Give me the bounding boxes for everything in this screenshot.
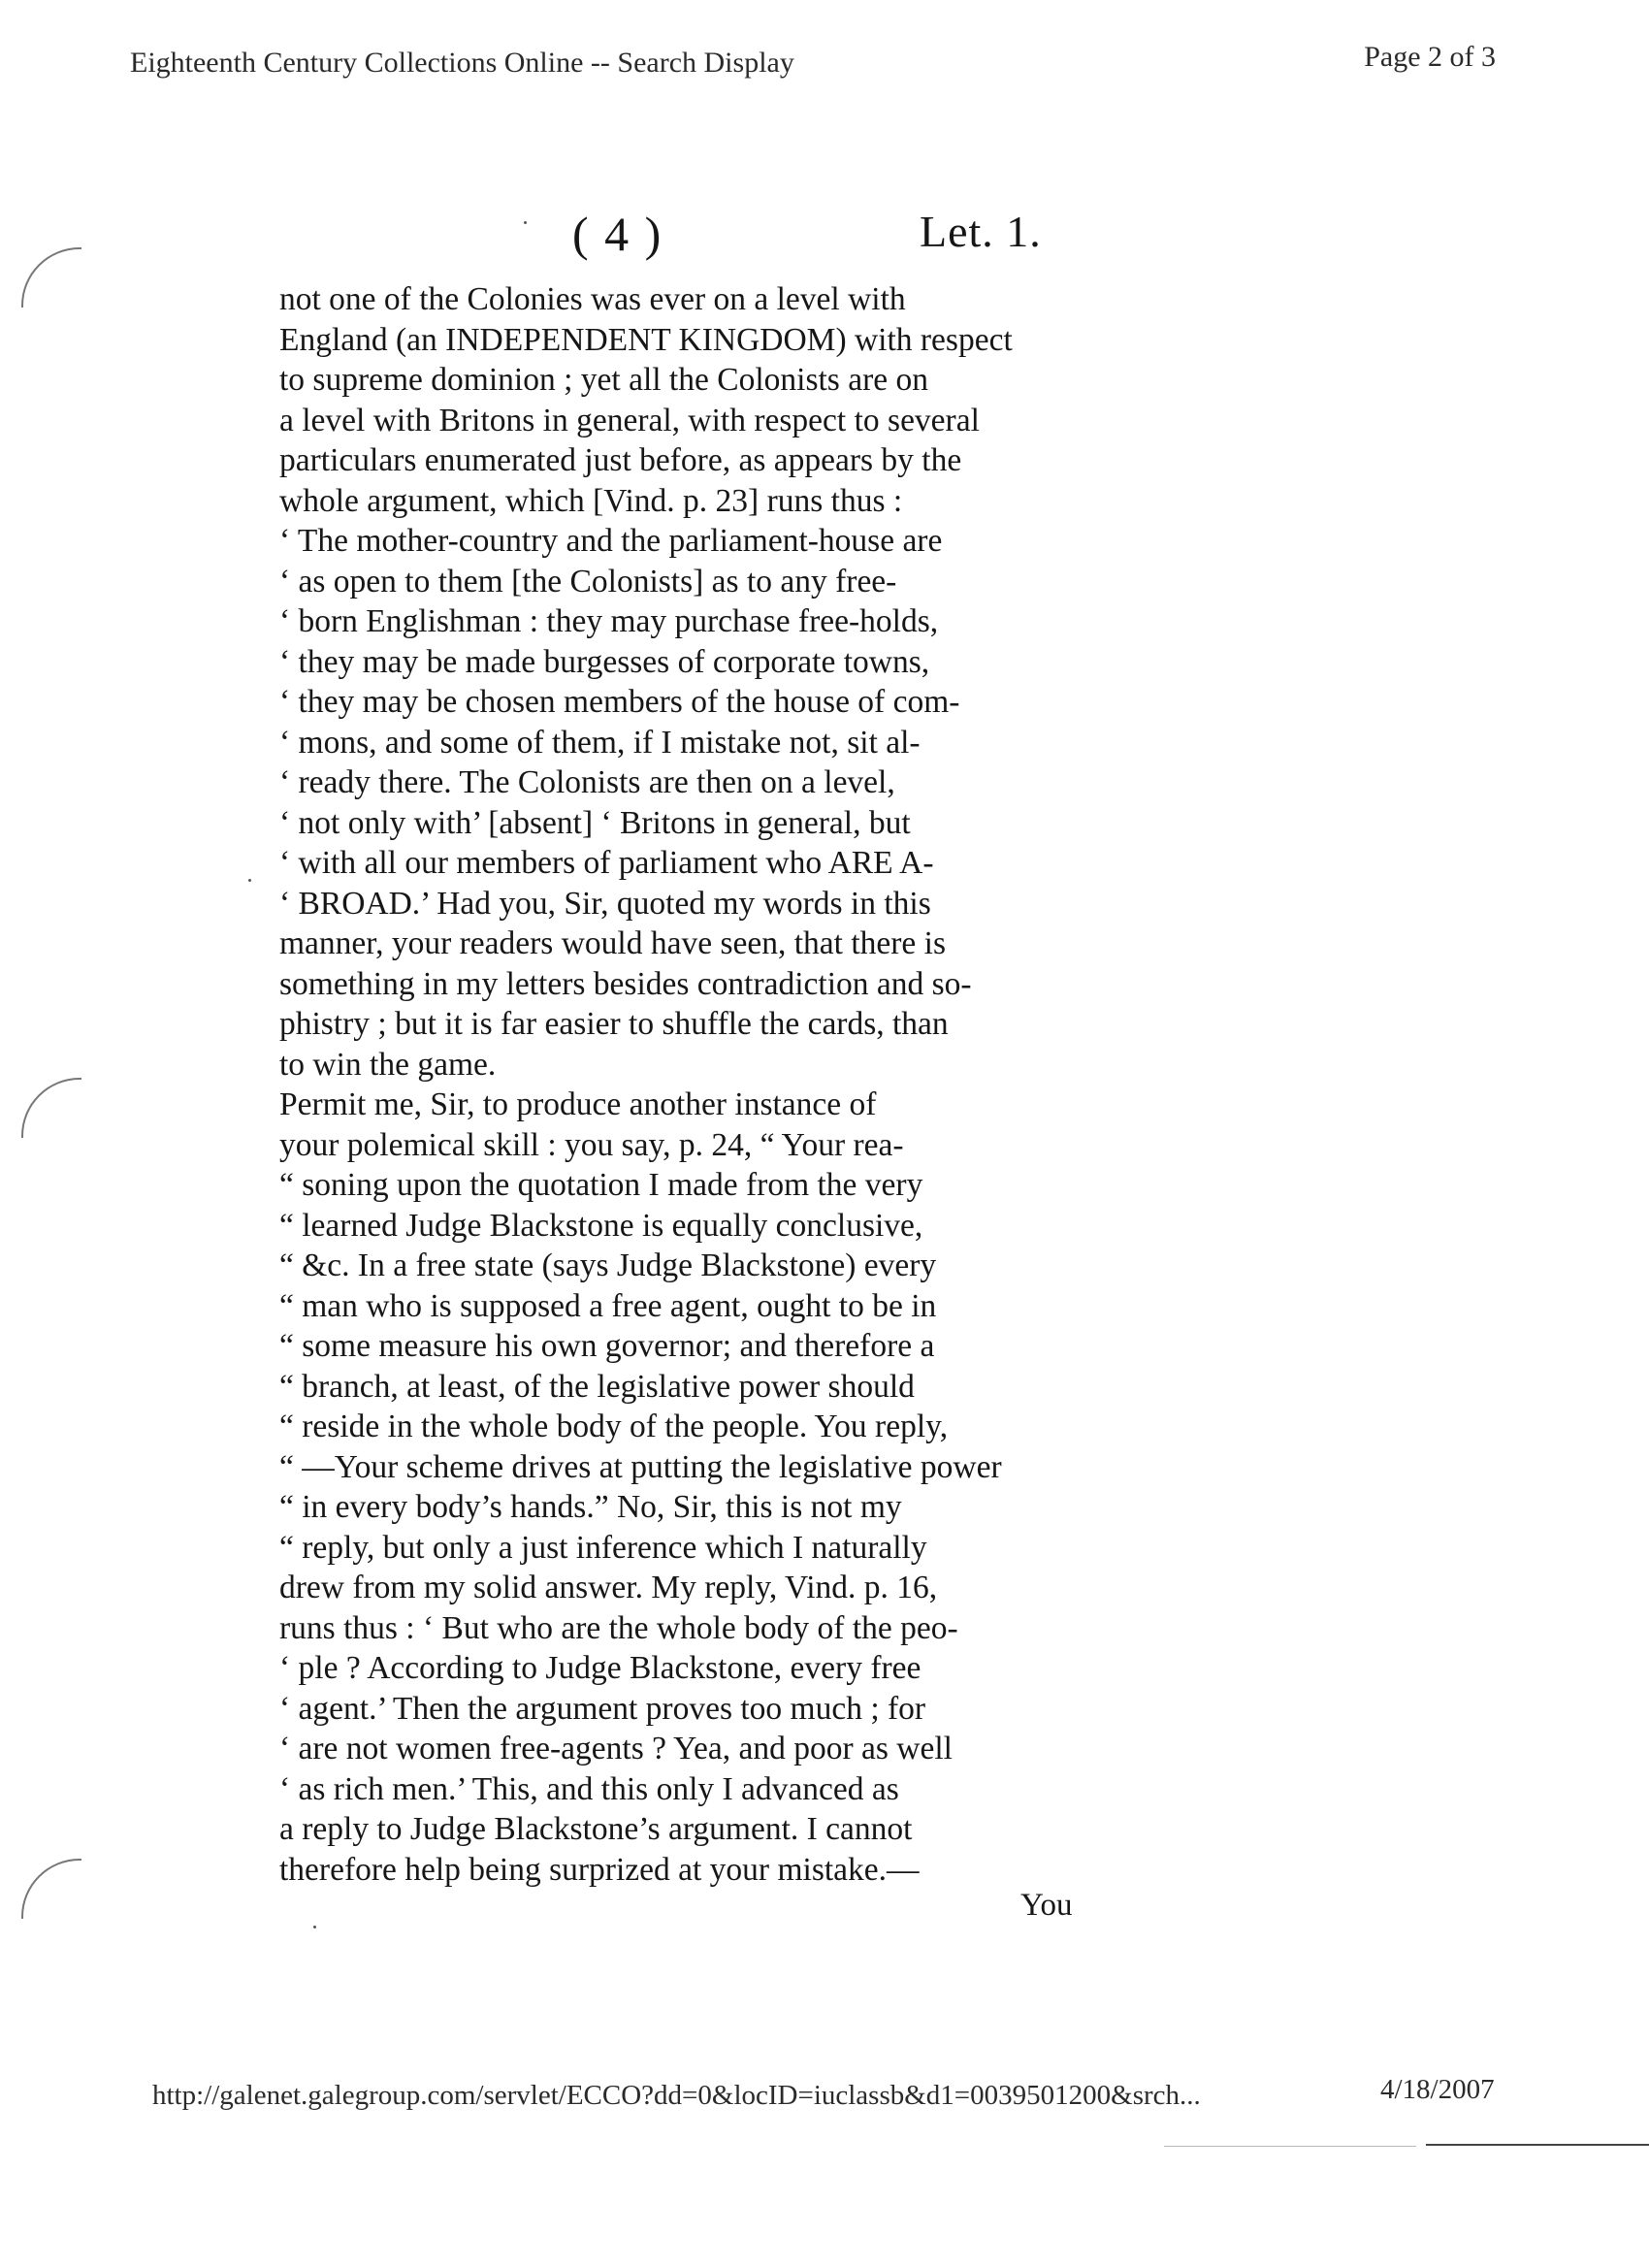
text-line: “ soning upon the quotation I made from the very (279, 1167, 923, 1203)
text-line: ‘ as rich men.’ This, and this only I advanced as (279, 1770, 899, 1807)
text-line: ‘ agent.’ Then the argument proves too much ; for (279, 1690, 926, 1727)
text-line: phistry ; but it is far easier to shuffle the cards, than (279, 1006, 949, 1042)
text-line: “ &c. In a free state (says Judge Blackstone) every (279, 1247, 937, 1283)
text-line: ‘ not only with’ [absent] ‘ Britons in general, but (279, 804, 911, 841)
scan-speck (524, 221, 527, 224)
catchword: You (1020, 1888, 1073, 1923)
text-line: “ learned Judge Blackstone is equally conclusive, (279, 1207, 923, 1244)
text-line: runs thus : ‘ But who are the whole body of the peo- (279, 1609, 958, 1646)
text-line: to win the game. (279, 1046, 497, 1083)
text-line: Permit me, Sir, to produce another instance of (279, 1086, 877, 1122)
text-line: to supreme dominion ; yet all the Colonists are on (279, 362, 928, 398)
text-line: particulars enumerated just before, as appears by the (279, 442, 962, 478)
punch-hole-mark (21, 1859, 81, 1919)
punch-hole-mark (21, 1078, 81, 1138)
text-line: “ in every body’s hands.” No, Sir, this is not my (279, 1489, 902, 1525)
text-line: “ reply, but only a just inference which I naturally (279, 1529, 927, 1566)
text-line: ‘ BROAD.’ Had you, Sir, quoted my words in this (279, 885, 931, 922)
text-line: “ man who is supposed a free agent, ought to be in (279, 1287, 937, 1324)
text-line: ‘ they may be made burgesses of corporate towns, (279, 643, 930, 680)
print-header-page-indicator: Page 2 of 3 (1364, 41, 1496, 73)
text-line: a level with Britons in general, with respect to several (279, 402, 980, 438)
page-body-text (279, 279, 1070, 1890)
footer-rule (1164, 2146, 1416, 2147)
text-line: “ some measure his own governor; and therefore a (279, 1328, 935, 1364)
punch-hole-mark (21, 247, 81, 308)
footer-rule (1426, 2144, 1649, 2146)
text-line: therefore help being surprized at your mistake.— (279, 1851, 920, 1888)
text-line: ‘ as open to them [the Colonists] as to any free- (279, 563, 897, 599)
scan-speck (248, 879, 251, 882)
text-line: ‘ with all our members of parliament who ARE A- (279, 845, 934, 881)
text-line: something in my letters besides contradiction and so- (279, 965, 972, 1002)
letter-number: Let. 1. (920, 207, 1042, 256)
text-line: your polemical skill : you say, p. 24, “ Your rea- (279, 1126, 904, 1163)
text-line: “ reside in the whole body of the people. You reply, (279, 1409, 949, 1444)
text-line: ‘ are not women free-agents ? Yea, and poor as well (279, 1731, 953, 1766)
text-line: ‘ mons, and some of them, if I mistake not, sit al- (279, 724, 921, 761)
text-line: ‘ born Englishman : they may purchase free-holds, (279, 603, 939, 639)
text-line: not one of the Colonies was ever on a level with (279, 281, 906, 317)
print-footer-date: 4/18/2007 (1380, 2074, 1495, 2105)
text-line: ‘ ready there. The Colonists are then on a level, (279, 764, 895, 800)
page-number: ( 4 ) (572, 207, 663, 261)
text-line: whole argument, which [Vind. p. 23] runs thus : (279, 482, 903, 519)
scan-speck (313, 1926, 316, 1928)
text-line: manner, your readers would have seen, that there is (279, 925, 947, 961)
print-header-title: Eighteenth Century Collections Online -- Search Display (130, 47, 794, 79)
text-line: ‘ they may be chosen members of the house of com- (279, 684, 960, 720)
text-line: England (an INDEPENDENT KINGDOM) with respect (279, 321, 1013, 358)
text-line: “ branch, at least, of the legislative power should (279, 1368, 915, 1405)
text-line: a reply to Judge Blackstone’s argument. I cannot (279, 1811, 913, 1847)
text-line: drew from my solid answer. My reply, Vind. p. 16, (279, 1570, 938, 1605)
print-footer-url: http://galenet.galegroup.com/servlet/ECCO?dd=0&locID=iuclassb&d1=0039501200&srch... (152, 2080, 1201, 2111)
text-line: ‘ The mother-country and the parliament-house are (279, 523, 943, 559)
text-line: “ —Your scheme drives at putting the legislative power (279, 1448, 1002, 1485)
text-line: ‘ ple ? According to Judge Blackstone, every free (279, 1650, 922, 1686)
